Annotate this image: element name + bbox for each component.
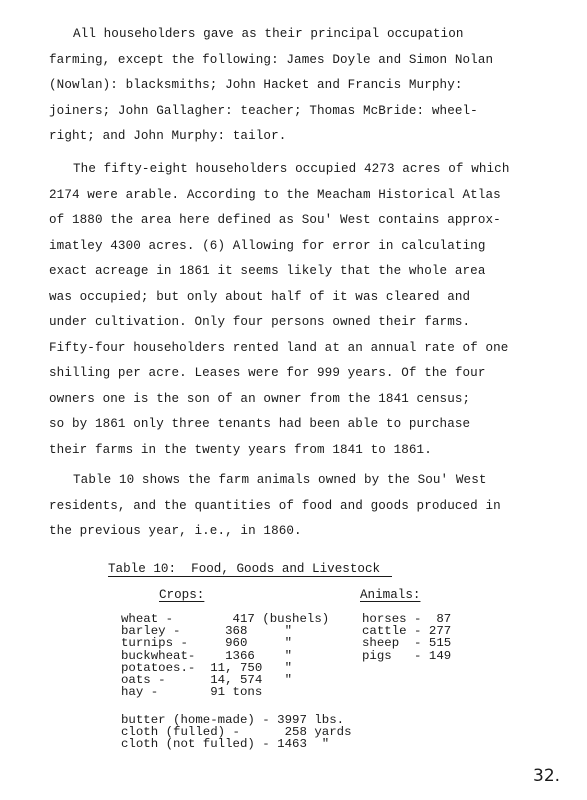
paragraph-line: imatley 4300 acres. (6) Allowing for error in calculating xyxy=(49,238,486,253)
paragraph-land xyxy=(49,157,509,463)
paragraph-occupations xyxy=(49,22,509,150)
paragraph-line: the previous year, i.e., in 1860. xyxy=(49,524,302,538)
paragraph-line: residents, and the quantities of food and goods produced in xyxy=(49,498,501,513)
crop-row: oats - 14, 574 " xyxy=(121,672,293,687)
paragraph-line: owners one is the son of an owner from the 1841 census; xyxy=(49,391,471,406)
crop-row: hay - 91 tons xyxy=(121,685,263,700)
animal-row: horses - 87 xyxy=(362,612,452,626)
paragraph-line: Table 10 shows the farm animals owned by the Sou' West xyxy=(73,473,487,487)
paragraph-line: 2174 were arable. According to the Meacham Historical Atlas xyxy=(49,187,501,202)
goods-row: cloth (not fulled) - 1463 " xyxy=(121,737,330,752)
animals-list xyxy=(362,613,451,662)
animals-heading: Animals: xyxy=(360,588,421,602)
crop-row: wheat - 417 (bushels) xyxy=(121,612,330,626)
crops-heading: Crops: xyxy=(159,588,205,602)
paragraph-line: right; and John Murphy: tailor. xyxy=(49,129,287,143)
page-number: 32. xyxy=(533,766,561,786)
paragraph-line: Fifty-four householders rented land at an annual rate of one xyxy=(49,340,509,355)
paragraph-line: (Nowlan): blacksmiths; John Hacket and Francis Murphy: xyxy=(49,78,463,92)
paragraph-table-intro xyxy=(49,468,509,545)
goods-list xyxy=(121,714,352,751)
goods-row: cloth (fulled) - 258 yards xyxy=(121,725,352,740)
paragraph-line: farming, except the following: James Doyle and Simon Nolan xyxy=(49,52,494,67)
paragraph-line: shilling per acre. Leases were for 999 years. Of the four xyxy=(49,366,486,380)
animal-row: cattle - 277 xyxy=(362,624,452,639)
animal-row: sheep - 515 xyxy=(362,636,452,651)
paragraph-line: The fifty-eight householders occupied 4273 acres of which xyxy=(73,162,510,176)
paragraph-line: so by 1861 only three tenants had been able to purchase xyxy=(49,417,471,431)
animal-row: pigs - 149 xyxy=(362,648,452,663)
goods-row: butter (home-made) - 3997 lbs. xyxy=(121,713,345,727)
table-title: Table 10: Food, Goods and Livestock xyxy=(108,562,381,576)
crops-list xyxy=(121,613,329,698)
paragraph-line: joiners; John Gallagher: teacher; Thomas McBride: wheel- xyxy=(49,103,478,118)
crop-row: turnips - 960 " xyxy=(121,636,293,651)
paragraph-line: All householders gave as their principal occupation xyxy=(73,27,464,41)
paragraph-line: of 1880 the area here defined as Sou' West contains approx- xyxy=(49,213,501,227)
paragraph-line: their farms in the twenty years from 1841 to 1861. xyxy=(49,442,432,457)
crop-row: buckwheat- 1366 " xyxy=(121,648,293,663)
crop-row: barley - 368 " xyxy=(121,624,293,639)
paragraph-line: was occupied; but only about half of it was cleared and xyxy=(49,289,471,304)
paragraph-line: exact acreage in 1861 it seems likely that the whole area xyxy=(49,264,486,278)
table-title-underline xyxy=(108,576,392,577)
paragraph-line: under cultivation. Only four persons owned their farms. xyxy=(49,315,471,329)
crop-row: potatoes.- 11, 750 " xyxy=(121,660,293,675)
